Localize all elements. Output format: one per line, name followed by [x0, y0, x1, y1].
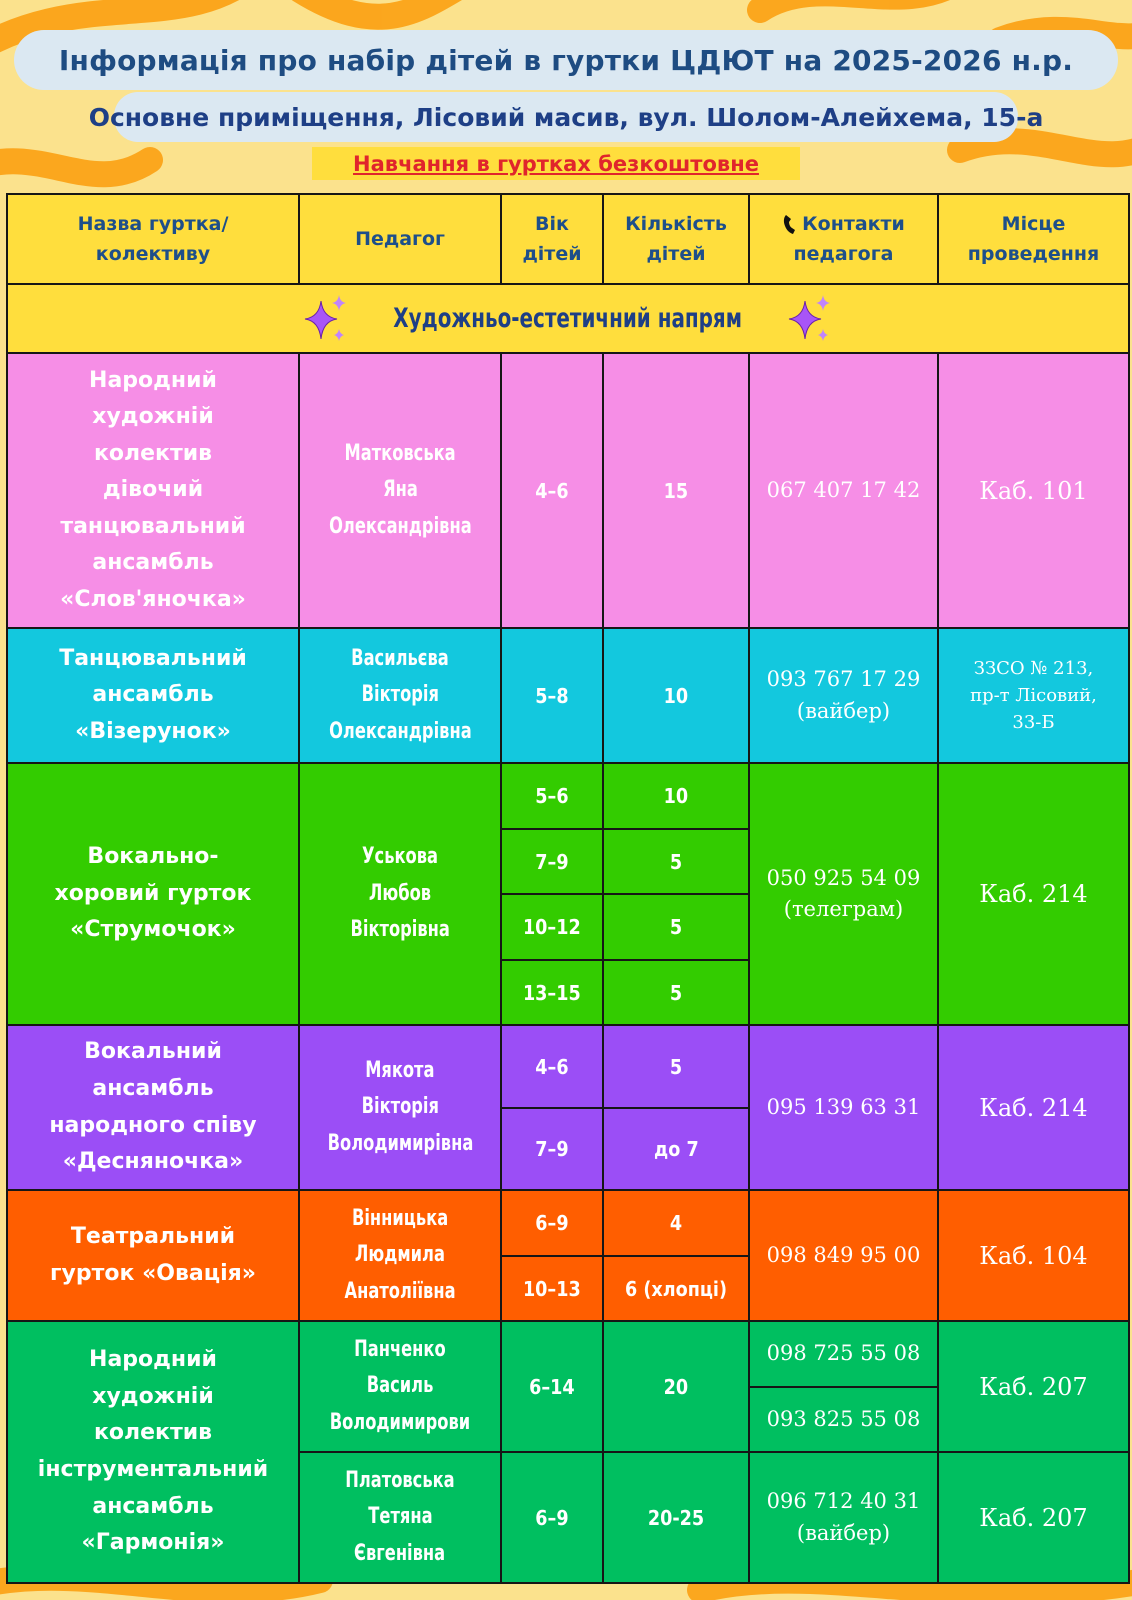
- count-value: 6 (хлопці): [624, 1276, 728, 1301]
- count-cell: [602, 828, 750, 895]
- text-line: [335, 436, 464, 473]
- place-cell: [937, 1024, 1130, 1191]
- page-title: Інформація про набір дітей в гуртки ЦДЮТ на 2025-2026 н.р.: [14, 30, 1118, 90]
- text-line: Каб. 214: [979, 880, 1088, 908]
- text-line: [363, 1499, 438, 1536]
- header-contacts-line: [782, 209, 905, 239]
- count-cell: [602, 1320, 750, 1453]
- age-cell: [500, 1451, 604, 1584]
- count-value: 5: [669, 1054, 683, 1079]
- text-line: Каб. 207: [979, 1503, 1088, 1532]
- header-teacher: [298, 193, 502, 285]
- text-line-inner: Олександрівна: [328, 718, 472, 744]
- header-club-name: [6, 193, 300, 285]
- text-line-inner: Володимирови: [329, 1409, 471, 1435]
- place-cell: [937, 627, 1130, 764]
- free-tuition-note: Навчання в гуртках безкоштовне: [312, 147, 800, 180]
- count-value: 5: [669, 980, 683, 1005]
- header-count-line: Кількість: [625, 212, 727, 235]
- text-line: Каб. 101: [979, 476, 1088, 505]
- text-line: (вайбер): [796, 1520, 891, 1545]
- text-line-inner: Олександрівна: [328, 513, 472, 539]
- age-cell: [500, 1189, 604, 1257]
- text-line: [315, 1126, 484, 1163]
- age-cell: [500, 1255, 604, 1322]
- count-cell: [602, 1451, 750, 1584]
- text-line: [360, 1053, 441, 1090]
- text-line-inner: Вікторівна: [350, 917, 450, 943]
- count-value: 20-25: [647, 1505, 705, 1530]
- text-line: 095 139 63 31: [766, 1094, 921, 1119]
- contact-cell[interactable]: [748, 627, 939, 764]
- text-line: Театральний: [70, 1223, 236, 1249]
- age-cell: [500, 893, 604, 961]
- text-line-inner: Уськова Любов: [362, 844, 438, 906]
- age-value: 7–9: [535, 849, 569, 874]
- text-line: 050 925 54 09: [766, 865, 921, 890]
- text-line: «Десняночка»: [62, 1149, 244, 1175]
- age-value: 10–12: [523, 915, 581, 939]
- text-line: 33-Б: [1012, 712, 1055, 733]
- text-line: художній: [92, 404, 214, 430]
- text-line: народного співу: [49, 1112, 257, 1138]
- text-line: Каб. 207: [979, 1372, 1088, 1401]
- header-age: [500, 193, 604, 285]
- text-line: ансамбль: [92, 1075, 214, 1101]
- age-cell: [500, 1320, 604, 1453]
- text-line-inner: Тетяна: [367, 1504, 433, 1530]
- age-value: 4–6: [535, 478, 569, 503]
- text-line: Вокально-: [87, 844, 219, 870]
- text-line: [344, 1201, 456, 1238]
- contact-cell[interactable]: [748, 352, 939, 629]
- count-cell: [602, 1024, 750, 1109]
- text-line-inner: Платовська: [345, 1467, 455, 1493]
- header-teacher-line: Педагог: [355, 227, 445, 250]
- text-line: 098 849 95 00: [766, 1242, 921, 1267]
- age-value: 5–6: [535, 784, 569, 808]
- place-cell: [937, 1189, 1130, 1322]
- count-cell: [602, 352, 750, 629]
- header-contacts: [748, 193, 939, 285]
- section-label: Художньо-естетичний напрям: [393, 303, 743, 334]
- text-line-inner: Яна: [382, 477, 418, 503]
- text-line: 098 725 55 08: [766, 1341, 921, 1366]
- text-line-inner: Вінницька: [351, 1205, 449, 1231]
- teacher-cell: [298, 1024, 502, 1191]
- text-line: «Гармонія»: [81, 1530, 225, 1556]
- teacher-cell: [298, 352, 502, 629]
- count-value: 5: [669, 849, 683, 874]
- text-line-inner: Володимирівна: [327, 1130, 473, 1156]
- place-cell: [937, 1320, 1130, 1453]
- place-cell: [937, 762, 1130, 1026]
- age-cell: [500, 1024, 604, 1109]
- text-line: [336, 1463, 463, 1500]
- text-line: колектив: [93, 440, 213, 466]
- header-count-line: дітей: [646, 243, 706, 265]
- header-club-name-line: колективу: [95, 243, 211, 265]
- age-value: 5–8: [535, 683, 569, 708]
- age-value: 7–9: [535, 1137, 569, 1161]
- text-line: колектив: [93, 1420, 213, 1446]
- header-count: [602, 193, 750, 285]
- text-line: ансамбль: [92, 1493, 214, 1519]
- age-value: 10–13: [523, 1276, 581, 1301]
- text-line-inner: Анатоліївна: [344, 1278, 456, 1304]
- text-line-inner: Людмила: [354, 1242, 446, 1268]
- text-line: [335, 1274, 464, 1311]
- sparkles-icon: [303, 291, 349, 347]
- text-line: [319, 839, 481, 912]
- text-line: Каб. 104: [979, 1241, 1088, 1270]
- club-name-cell: [6, 1189, 300, 1322]
- count-cell: [602, 627, 750, 764]
- club-name-cell: [6, 352, 300, 629]
- age-cell: [500, 828, 604, 895]
- text-line: дівочий: [102, 477, 204, 503]
- age-value: 13–15: [523, 980, 581, 1005]
- age-cell: [500, 627, 604, 764]
- text-line: [355, 1089, 445, 1126]
- text-line: Народний: [89, 367, 217, 393]
- phone-icon: [782, 213, 800, 235]
- text-line: «Слов'яночка»: [60, 586, 246, 612]
- text-line: 067 407 17 42: [766, 477, 921, 502]
- header-age-line: дітей: [522, 243, 582, 265]
- text-line: гурток «Овація»: [50, 1260, 256, 1286]
- age-cell: [500, 1107, 604, 1191]
- header-contacts-line: педагога: [793, 243, 894, 265]
- count-value: 5: [669, 915, 683, 939]
- place-cell: [937, 1451, 1130, 1584]
- section-art-aesthetic: [6, 283, 1130, 354]
- text-line: інструментальний: [37, 1457, 269, 1482]
- text-line: [361, 1368, 438, 1405]
- text-line-inner: Панченко: [354, 1336, 446, 1362]
- count-value: 10: [663, 683, 689, 708]
- text-line: 096 712 40 31: [766, 1489, 921, 1513]
- text-line: Танцювальний: [59, 645, 247, 671]
- text-line: [355, 677, 445, 714]
- contact-cell[interactable]: [748, 1189, 939, 1322]
- header-place-line: проведення: [967, 243, 1100, 265]
- text-line: художній: [92, 1383, 214, 1409]
- text-line: [318, 1405, 481, 1442]
- text-line: «Візерунок»: [75, 718, 231, 744]
- text-line: хоровий гурток: [54, 880, 252, 906]
- age-cell: [500, 762, 604, 830]
- teacher-cell: [298, 627, 502, 764]
- text-line: [317, 509, 483, 546]
- text-line: 093 825 55 08: [766, 1406, 921, 1431]
- teacher-cell: [298, 1320, 502, 1453]
- age-cell: [500, 352, 604, 629]
- text-line-inner: Вікторія: [361, 682, 439, 708]
- text-line: [342, 912, 458, 949]
- count-cell: [602, 893, 750, 961]
- count-value: до 7: [653, 1137, 699, 1161]
- text-line-inner: Євгенівна: [354, 1540, 446, 1566]
- text-line: танцювальний: [60, 513, 246, 539]
- contact-cell[interactable]: [748, 762, 939, 1026]
- text-line-inner: Василь: [366, 1373, 434, 1399]
- club-name-cell: [6, 1320, 300, 1584]
- text-line-inner: Вікторія: [361, 1094, 439, 1120]
- text-line: [347, 1536, 453, 1573]
- text-line: [317, 714, 483, 751]
- age-value: 4–6: [535, 1054, 569, 1079]
- club-name-cell: [6, 1024, 300, 1191]
- teacher-cell: [298, 1451, 502, 1584]
- count-cell: [602, 762, 750, 830]
- count-cell: [602, 1255, 750, 1322]
- count-cell: [602, 1189, 750, 1257]
- club-name-cell: [6, 627, 300, 764]
- header-place-line: Місце: [1001, 212, 1066, 235]
- sparkles-icon: [787, 291, 833, 347]
- header-place: [937, 193, 1130, 285]
- contact-cell[interactable]: [748, 1024, 939, 1191]
- text-line: [348, 1237, 453, 1274]
- contact-cell[interactable]: [748, 1320, 939, 1388]
- text-line: Народний: [89, 1347, 217, 1373]
- text-line-inner: Матковська: [344, 440, 456, 466]
- header-contacts-text: Контакти: [802, 212, 905, 235]
- contact-cell[interactable]: [748, 1451, 939, 1584]
- club-name-cell: [6, 762, 300, 1026]
- text-line: (телеграм): [783, 897, 904, 921]
- count-cell: [602, 1107, 750, 1191]
- age-value: 6–14: [529, 1374, 575, 1399]
- text-line: «Струмочок»: [70, 917, 236, 943]
- text-line: [380, 472, 420, 509]
- text-line: [343, 641, 456, 678]
- count-value: 20: [663, 1374, 689, 1399]
- text-line-inner: Мякота: [365, 1057, 435, 1083]
- text-line: ЗЗСО № 213,: [973, 658, 1094, 679]
- address-subtitle: Основне приміщення, Лісовий масив, вул. Шолом-Алейхема, 15-а: [114, 92, 1018, 142]
- count-value: 15: [663, 478, 689, 503]
- header-age-line: Вік: [535, 212, 569, 235]
- text-line: [347, 1332, 453, 1369]
- count-value: 4: [669, 1211, 683, 1235]
- text-line: Каб. 214: [979, 1093, 1088, 1122]
- count-cell: [602, 959, 750, 1026]
- text-line: 093 767 17 29: [766, 667, 921, 691]
- text-line: ансамбль: [92, 550, 214, 576]
- age-cell: [500, 959, 604, 1026]
- text-line-inner: Васильєва: [351, 645, 449, 671]
- place-cell: [937, 352, 1130, 629]
- contact-cell[interactable]: [748, 1386, 939, 1453]
- teacher-cell: [298, 1189, 502, 1322]
- count-value: 10: [663, 784, 689, 808]
- text-line: ансамбль: [92, 682, 214, 708]
- age-value: 6–9: [535, 1505, 569, 1530]
- text-line: Вокальний: [84, 1039, 222, 1065]
- teacher-cell: [298, 762, 502, 1026]
- header-club-name-line: Назва гуртка/: [77, 212, 229, 235]
- text-line: пр-т Лісовий,: [970, 685, 1097, 706]
- text-line: (вайбер): [796, 698, 891, 723]
- age-value: 6–9: [535, 1211, 569, 1235]
